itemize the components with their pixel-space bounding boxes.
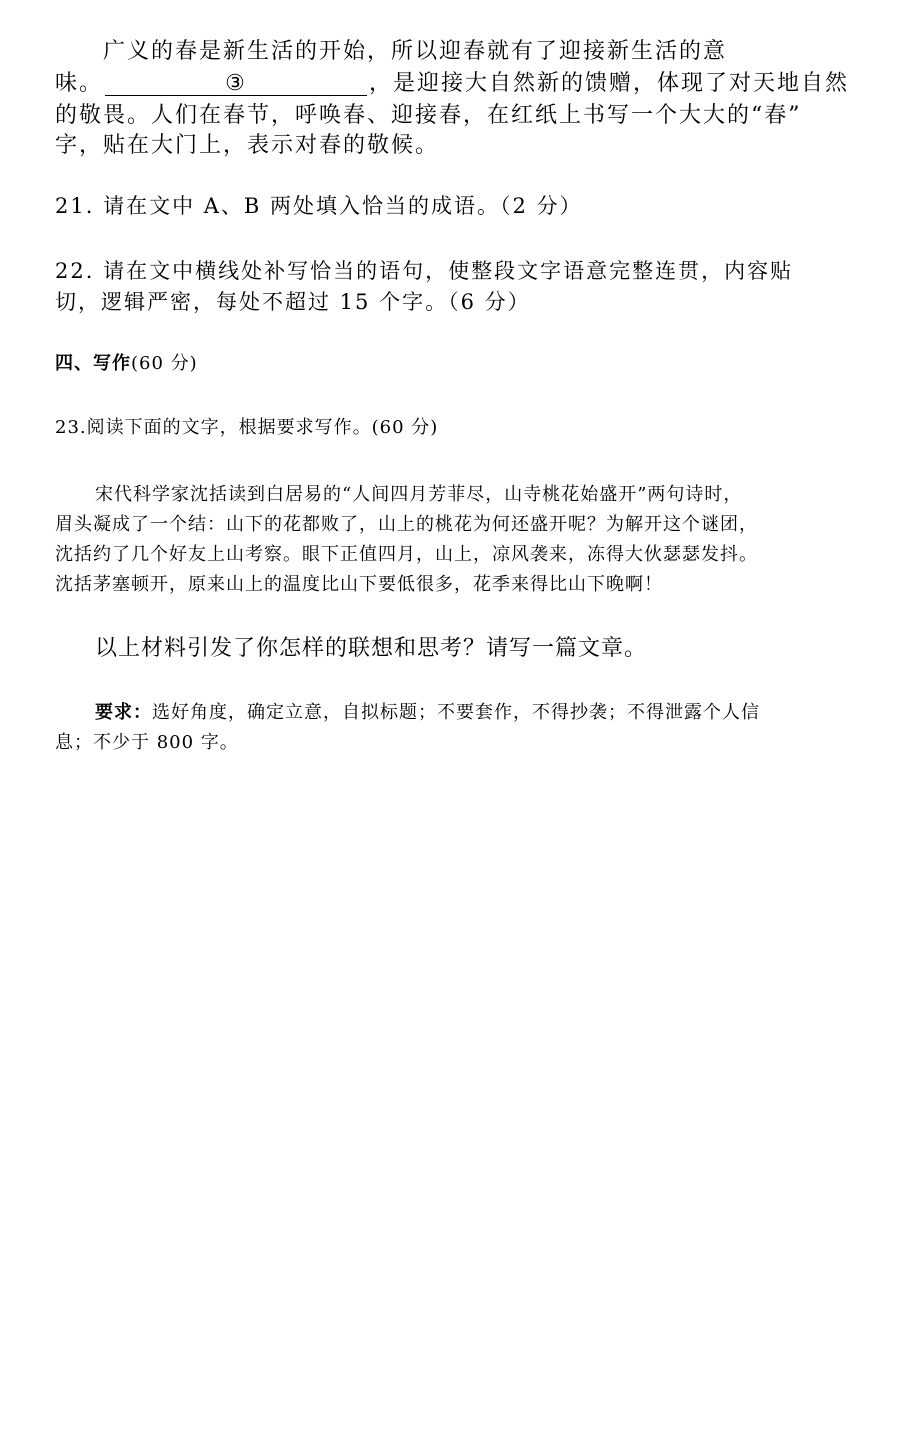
passage-line-2 — [55, 66, 849, 97]
question-21: 21. 请在文中 A、B 两处填入恰当的成语。（2 分） — [55, 194, 583, 218]
passage-line-1: 广义的春是新生活的开始，所以迎春就有了迎接新生活的意 — [103, 39, 728, 64]
question-22-line-1: 22. 请在文中横线处补写恰当的语句，使整段文字语意完整连贯，内容贴 — [55, 259, 794, 283]
section-heading — [55, 349, 198, 375]
question-22-line-2: 切，逻辑严密，每处不超过 15 个字。（6 分） — [55, 290, 531, 314]
material-line-4: 沈括茅塞顿开，原来山上的温度比山下要低很多，花季来得比山下晚啊！ — [55, 574, 663, 595]
passage-line-3: 的敬畏。人们在春节，呼唤春、迎接春，在红纸上书写一个大大的“春” — [55, 103, 802, 128]
material-line-1: 宋代科学家沈括读到白居易的“人间四月芳菲尽，山寺桃花始盛开”两句诗时， — [95, 484, 743, 505]
question-23: 23.阅读下面的文字，根据要求写作。(60 分) — [55, 417, 439, 438]
requirements-label: 要求： — [95, 702, 152, 723]
material-line-2: 眉头凝成了一个结：山下的花都败了，山上的桃花为何还盛开呢？为解开这个谜团， — [55, 514, 758, 535]
material-line-3: 沈括约了几个好友上山考察。眼下正值四月，山上，凉风袭来，冻得大伙瑟瑟发抖。 — [55, 544, 758, 565]
writing-prompt: 以上材料引发了你怎样的联想和思考？请写一篇文章。 — [95, 636, 648, 661]
requirements-text-1: 选好角度，确定立意，自拟标题；不要套作，不得抄袭；不得泄露个人信 — [152, 702, 760, 723]
passage-line-2-prefix: 味。 — [55, 71, 104, 96]
section-title: 四、写作 — [55, 353, 131, 374]
requirements-line-2: 息；不少于 800 字。 — [55, 732, 239, 753]
requirements-line-1 — [95, 698, 760, 724]
passage-line-2-suffix: ，是迎接大自然新的馈赠，体现了对天地自然 — [369, 71, 850, 96]
passage-line-4: 字，贴在大门上，表示对春的敬候。 — [55, 133, 440, 158]
fill-blank-3: ③ — [105, 73, 367, 96]
section-score: (60 分) — [131, 353, 198, 374]
